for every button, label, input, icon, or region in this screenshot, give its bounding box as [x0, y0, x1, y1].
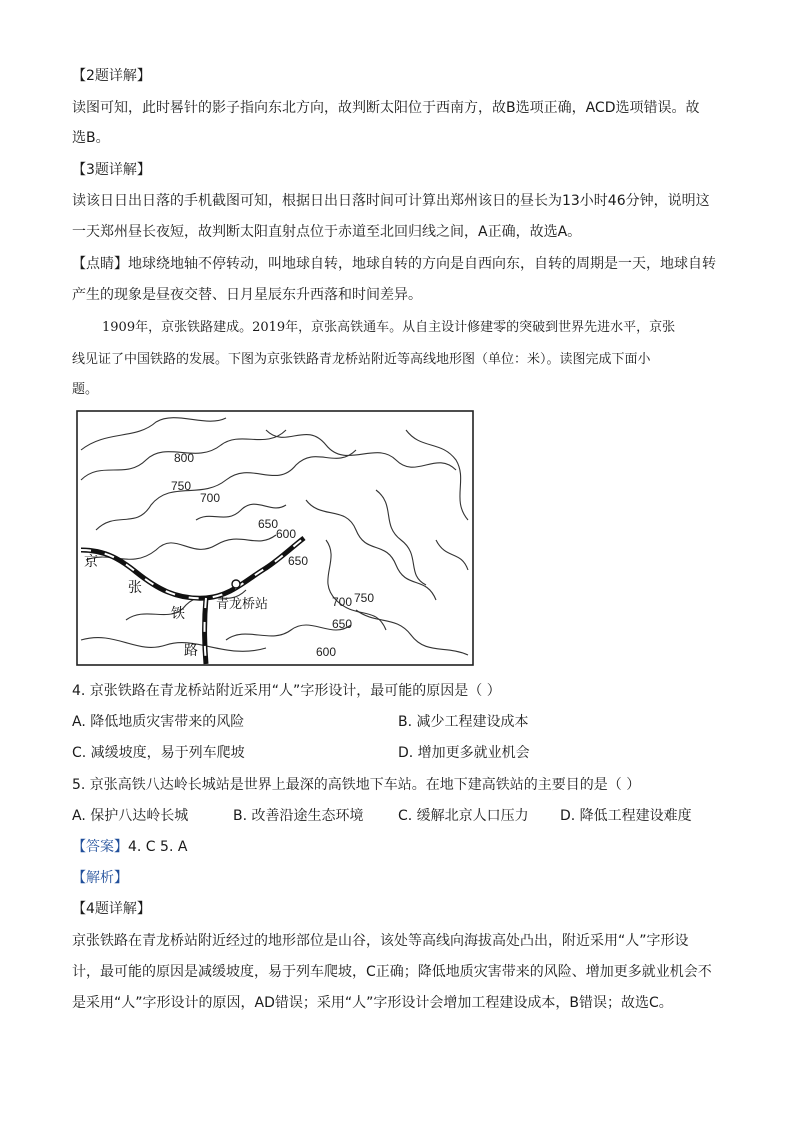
map-border — [77, 411, 473, 665]
analysis-label: 【解析】 — [72, 870, 128, 886]
q5-stem: 5. 京张高铁八达岭长城站是世界上最深的高铁地下车站。在地下建高铁站的主要目的是（ ） — [72, 777, 641, 793]
rail-char-lu: 路 — [184, 643, 198, 659]
section4-line-1: 京张铁路在青龙桥站附近经过的地形部位是山谷，该处等高线向海拔高处凸出，附近采用“人”字形设 — [72, 933, 689, 949]
q5-option-b: B. 改善沿途生态环境 — [233, 808, 364, 824]
q5-option-d: D. 降低工程建设难度 — [560, 808, 692, 824]
intro-line-1: 1909年，京张铁路建成。2019年，京张高铁通车。从自主设计修建零的突破到世界先进水平，京张 — [102, 320, 676, 335]
section3-heading: 【3题详解】 — [72, 162, 151, 178]
q4-option-a: A. 降低地质灾害带来的风险 — [72, 714, 245, 730]
q4-option-c: C. 减缓坡度，易于列车爬坡 — [72, 745, 245, 761]
station-label: 青龙桥站 — [216, 597, 269, 612]
contour-label-750b: 750 — [354, 591, 375, 605]
contour-label-700b: 700 — [332, 595, 353, 609]
section3-line-2: 一天郑州昼长夜短，故判断太阳直射点位于赤道至北回归线之间，A正确，故选A。 — [72, 224, 582, 240]
answer-line — [72, 837, 722, 857]
section4-line-2: 计，最可能的原因是减缓坡度，易于列车爬坡，C正确；降低地质灾害带来的风险、增加更多就业机会不 — [72, 964, 712, 980]
contour-label-600: 600 — [276, 527, 297, 541]
section2-line-2: 选B。 — [72, 130, 110, 146]
station-marker — [232, 580, 240, 588]
rail-char-jing: 京 — [84, 554, 98, 570]
section2-line-1: 读图可知，此时晷针的影子指向东北方向，故判断太阳位于西南方，故B选项正确，ACD选项错误。故 — [72, 100, 700, 116]
tip-heading: 【点睛】 — [72, 256, 128, 272]
contour-label-800: 800 — [174, 451, 195, 465]
contour-map — [76, 410, 474, 666]
tip-paragraph — [72, 254, 722, 274]
answer-text: 4. C 5. A — [128, 839, 188, 855]
section4-heading: 【4题详解】 — [72, 901, 151, 917]
tip-line-1: 地球绕地轴不停转动，叫地球自转，地球自转的方向是自西向东，自转的周期是一天，地球自转 — [128, 256, 716, 272]
q4-stem: 4. 京张铁路在青龙桥站附近采用“人”字形设计，最可能的原因是（ ） — [72, 683, 501, 699]
rail-char-tie: 铁 — [171, 606, 185, 622]
contour-label-600b: 600 — [316, 645, 337, 659]
contour-label-750: 750 — [171, 479, 192, 493]
rail-char-zhang: 张 — [128, 580, 142, 596]
intro-line-3: 题。 — [72, 382, 99, 397]
answer-label: 【答案】 — [72, 839, 128, 855]
contour-label-650c: 650 — [332, 617, 353, 631]
section2-heading: 【2题详解】 — [72, 68, 151, 84]
section3-line-1: 读该日日出日落的手机截图可知，根据日出日落时间可计算出郑州该日的昼长为13小时46分钟，说明这 — [72, 193, 710, 209]
q4-option-b: B. 减少工程建设成本 — [398, 714, 529, 730]
intro-line-2: 线见证了中国铁路的发展。下图为京张铁路青龙桥站附近等高线地形图（单位：米）。读图完成下面小 — [72, 352, 651, 367]
q5-option-a: A. 保护八达岭长城 — [72, 808, 189, 824]
contour-label-650b: 650 — [288, 554, 309, 568]
tip-line-2: 产生的现象是昼夜交替、日月星辰东升西落和时间差异。 — [72, 287, 422, 303]
q5-option-c: C. 缓解北京人口压力 — [398, 808, 529, 824]
contour-label-700: 700 — [200, 491, 221, 505]
contour-label-650: 650 — [258, 517, 279, 531]
q4-option-d: D. 增加更多就业机会 — [398, 745, 530, 761]
section4-line-3: 是采用“人”字形设计的原因，AD错误；采用“人”字形设计会增加工程建设成本，B错误；故选C。 — [72, 995, 673, 1011]
